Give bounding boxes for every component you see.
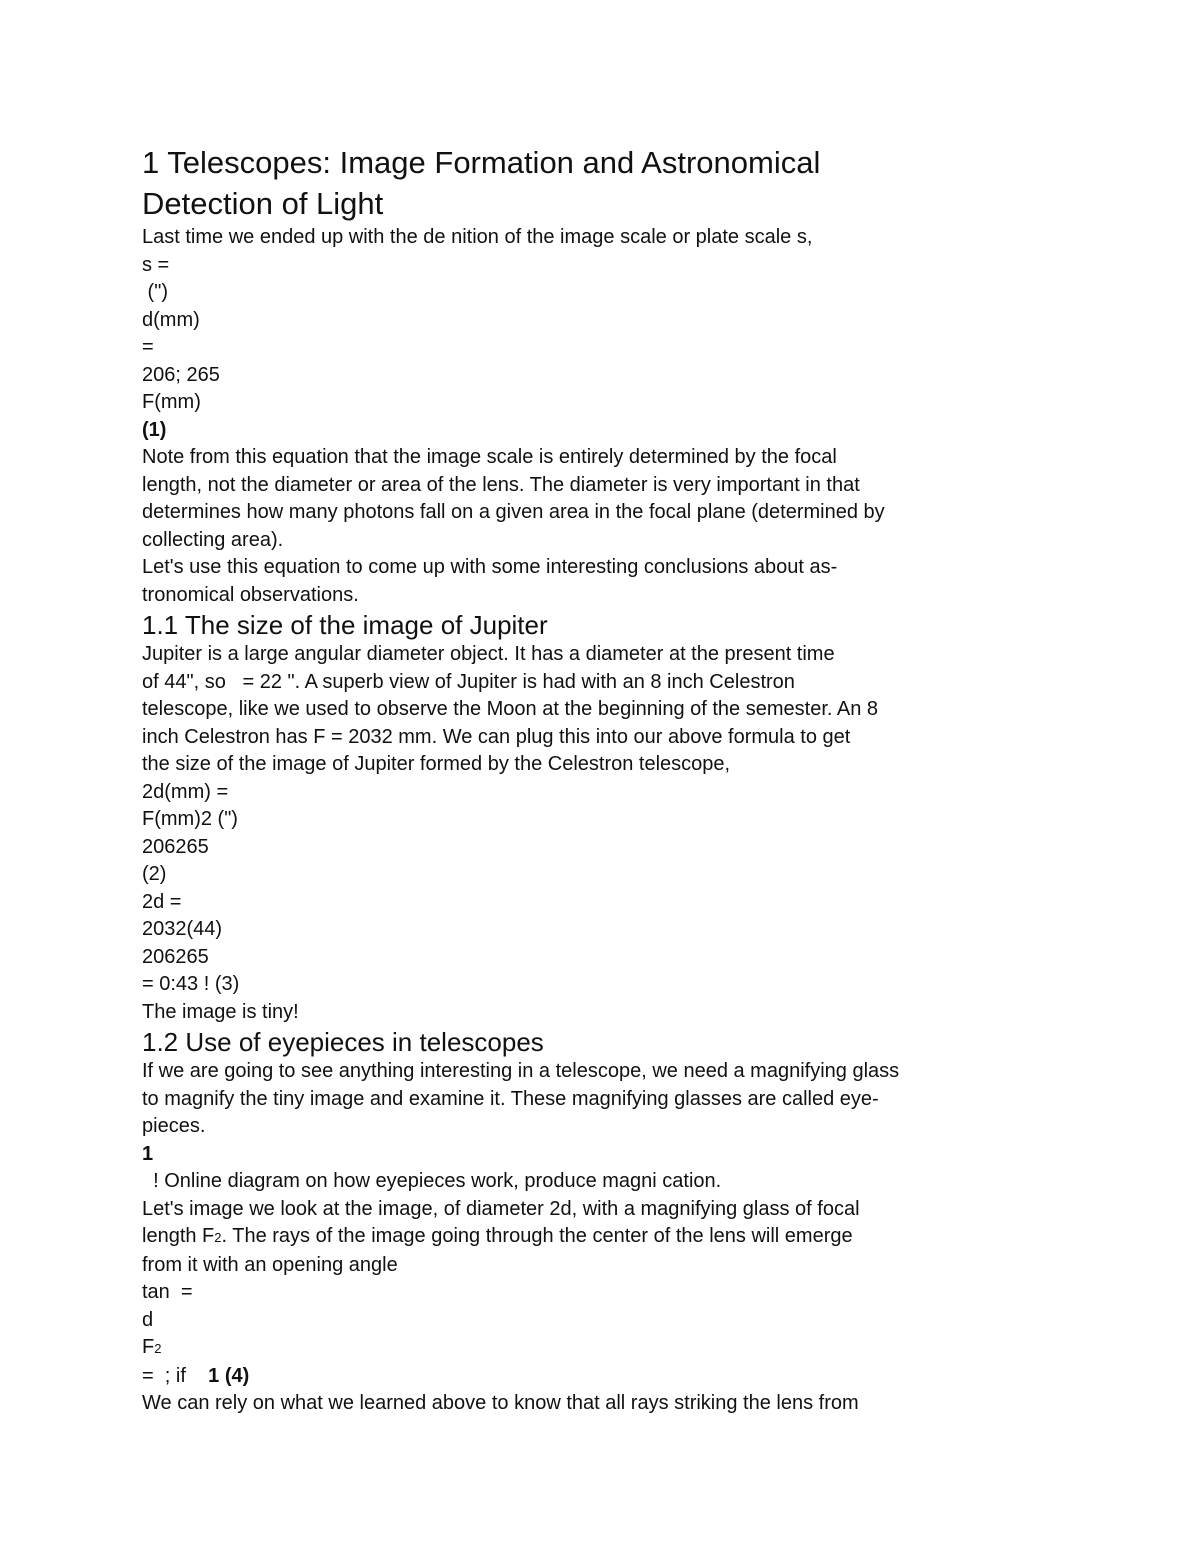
equation-line: 206265 <box>142 945 209 968</box>
paragraph-line: The image is tiny! <box>142 1000 299 1023</box>
paragraph-line: Note from this equation that the image scale is entirely determined by the focal <box>142 446 837 468</box>
equation-line: = 0:43 ! (3) <box>142 973 240 995</box>
equation-number: (1) <box>142 418 167 441</box>
paragraph-line: the size of the image of Jupiter formed by the Celestron telescope, <box>142 753 731 775</box>
equation-line: d(mm) <box>142 308 200 331</box>
note-paragraph <box>142 444 1062 609</box>
paragraph-line: from it with an opening angle <box>142 1253 398 1276</box>
document-title-line-1: 1 Telescopes: Image Formation and Astronomical <box>142 145 821 180</box>
intro-line: Last time we ended up with the de nition of the image scale or plate scale s, <box>142 226 813 248</box>
paragraph-line: We can rely on what we learned above to know that all rays striking the lens from <box>142 1392 859 1414</box>
section-heading-1-1: 1.1 The size of the image of Jupiter <box>142 610 548 640</box>
equation-line <box>142 1363 1062 1391</box>
paragraph-line: telescope, like we used to observe the Moon at the beginning of the semester. An 8 <box>142 698 879 720</box>
equation-line: 2032(44) <box>142 918 223 940</box>
document-title-line-2: Detection of Light <box>142 186 384 221</box>
paragraph-line: collecting area). <box>142 528 284 551</box>
equation-line: tan = <box>142 1281 193 1303</box>
text-span: = ; if <box>142 1364 209 1387</box>
subscript: 2 <box>214 1230 222 1245</box>
section-1-1-body <box>142 641 1062 1026</box>
intro-block <box>142 224 1062 444</box>
paragraph-line: of 44", so = 22 ". A superb view of Jupiter is had with an 8 inch Celestron <box>142 670 795 693</box>
equation-line: F(mm) <box>142 391 201 413</box>
section-1-2-body <box>142 1058 1062 1418</box>
equation-line: 206; 265 <box>142 363 220 386</box>
paragraph-line: pieces. <box>142 1115 206 1137</box>
paragraph-line: Let's use this equation to come up with some interesting conclusions about as- <box>142 556 838 578</box>
text-span: . The rays of the image going through the center of the lens will emerge <box>221 1225 853 1247</box>
equation-number: (2) <box>142 863 167 885</box>
equation-number: 1 (4) <box>208 1364 250 1387</box>
subscript: 2 <box>154 1341 162 1356</box>
footnote-link-line[interactable]: ! Online diagram on how eyepieces work, produce magni cation. <box>142 1170 722 1192</box>
text-span: F <box>142 1336 155 1358</box>
section-heading-1-2: 1.2 Use of eyepieces in telescopes <box>142 1027 544 1057</box>
paragraph-line: If we are going to see anything interesting in a telescope, we need a magnifying glass <box>142 1060 900 1082</box>
paragraph-line: length, not the diameter or area of the lens. The diameter is very important in that <box>142 473 860 496</box>
paragraph-line <box>142 1223 1062 1252</box>
footnote-marker: 1 <box>142 1142 154 1165</box>
paragraph-line: inch Celestron has F = 2032 mm. We can plug this into our above formula to get <box>142 725 851 748</box>
paragraph-line: tronomical observations. <box>142 583 359 606</box>
equation-line: 2d(mm) = <box>142 780 229 803</box>
equation-line <box>142 1334 1062 1363</box>
equation-line: d <box>142 1308 154 1331</box>
paragraph-line: determines how many photons fall on a given area in the focal plane (determined by <box>142 501 885 523</box>
equation-line: s = <box>142 253 170 276</box>
paragraph-line: Jupiter is a large angular diameter object. It has a diameter at the present time <box>142 643 835 665</box>
equation-line: 2d = <box>142 890 182 913</box>
text-span: length F <box>142 1225 215 1247</box>
equation-line: F(mm)2 (") <box>142 808 238 830</box>
paragraph-line: Let's image we look at the image, of diameter 2d, with a magnifying glass of focal <box>142 1197 860 1220</box>
equation-line: = <box>142 336 154 358</box>
equation-line: (") <box>142 281 168 303</box>
paragraph-line: to magnify the tiny image and examine it. These magnifying glasses are called eye- <box>142 1087 879 1110</box>
document-page <box>142 142 1062 1418</box>
equation-line: 206265 <box>142 835 209 858</box>
